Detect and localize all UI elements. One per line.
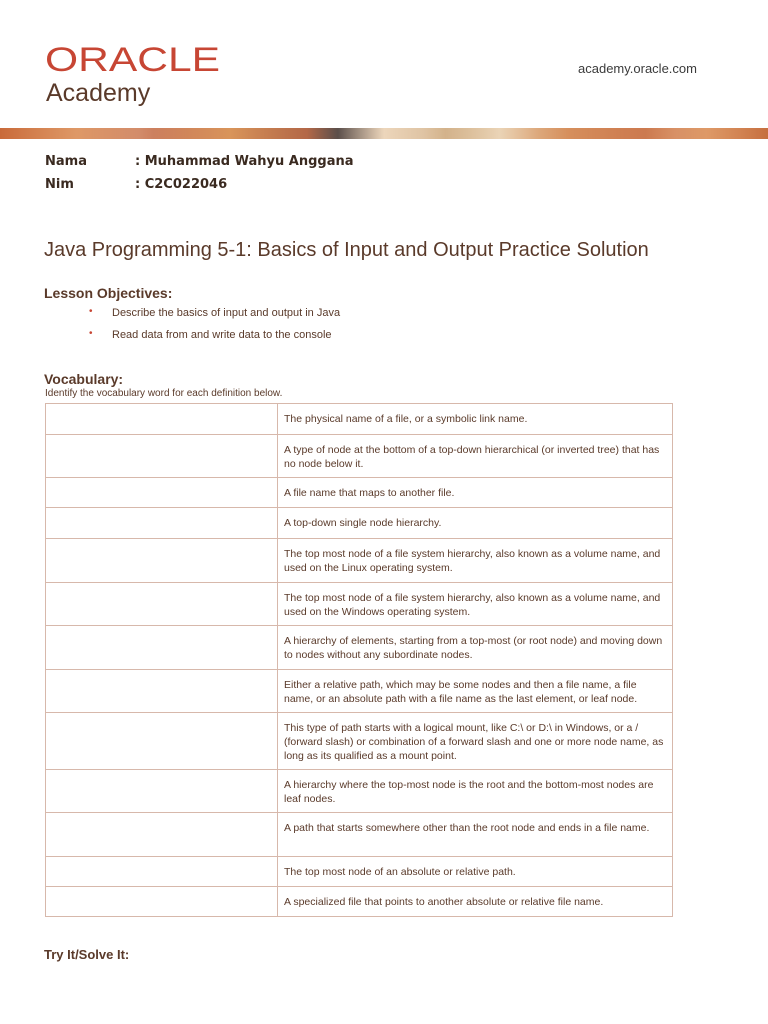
- oracle-wordmark-text: ORACLE: [45, 44, 220, 74]
- vocabulary-instruction: Identify the vocabulary word for each definition below.: [45, 388, 283, 399]
- term-cell[interactable]: [46, 583, 278, 626]
- vocabulary-table: [45, 403, 673, 917]
- definition-text: A file name that maps to another file.: [284, 487, 455, 499]
- bullet-icon: •: [89, 328, 93, 339]
- term-cell[interactable]: [46, 626, 278, 670]
- vocabulary-heading: Vocabulary:: [44, 371, 124, 387]
- definition-text: A path that starts somewhere other than the root node and ends in a file name.: [284, 822, 650, 834]
- table-row: [46, 478, 673, 508]
- lesson-objectives-heading: Lesson Objectives:: [44, 285, 173, 301]
- table-row: [46, 508, 673, 539]
- term-cell[interactable]: [46, 539, 278, 583]
- term-cell[interactable]: [46, 813, 278, 857]
- objective-text: Describe the basics of input and output in Java: [112, 307, 341, 319]
- definition-text: The top most node of a file system hierarchy, also known as a volume name, and used on the Linux operating system.: [284, 548, 661, 574]
- definition-cell: [278, 539, 673, 583]
- definition-cell: [278, 770, 673, 813]
- term-cell[interactable]: [46, 713, 278, 770]
- definition-text: A type of node at the bottom of a top-down hierarchical (or inverted tree) that has no node below it.: [284, 444, 660, 470]
- term-cell[interactable]: [46, 478, 278, 508]
- table-row: [46, 770, 673, 813]
- academy-label: Academy: [46, 79, 151, 107]
- definition-text: The physical name of a file, or a symbolic link name.: [284, 413, 528, 425]
- definition-cell: [278, 887, 673, 917]
- definition-cell: [278, 670, 673, 713]
- table-row: [46, 713, 673, 770]
- table-row: [46, 404, 673, 435]
- table-row: [46, 583, 673, 626]
- definition-text: A top-down single node hierarchy.: [284, 517, 442, 529]
- definition-text: The top most node of a file system hierarchy, also known as a volume name, and used on the Windows operating system.: [284, 592, 661, 618]
- term-cell[interactable]: [46, 887, 278, 917]
- definition-cell: [278, 478, 673, 508]
- term-cell[interactable]: [46, 670, 278, 713]
- definition-cell: [278, 404, 673, 435]
- try-it-heading: Try It/Solve It:: [44, 947, 130, 962]
- term-cell[interactable]: [46, 770, 278, 813]
- definition-cell: [278, 713, 673, 770]
- objective-item: [89, 329, 340, 351]
- page-title: Java Programming 5-1: Basics of Input and Output Practice Solution: [44, 239, 649, 261]
- table-row: [46, 857, 673, 887]
- definition-cell: [278, 508, 673, 539]
- definition-cell: [278, 626, 673, 670]
- student-id-label: Nim: [45, 177, 74, 192]
- definition-text: The top most node of an absolute or relative path.: [284, 866, 516, 878]
- bullet-icon: •: [89, 306, 93, 317]
- term-cell[interactable]: [46, 404, 278, 435]
- term-cell[interactable]: [46, 508, 278, 539]
- definition-cell: [278, 583, 673, 626]
- objectives-list: [89, 307, 340, 351]
- definition-text: Either a relative path, which may be some nodes and then a file name, a file name, or an absolute path with a file name as the last element, or leaf node.: [284, 679, 638, 705]
- table-row: [46, 887, 673, 917]
- table-row: [46, 626, 673, 670]
- definition-text: A hierarchy of elements, starting from a top-most (or root node) and moving down to nodes without any subordinate nodes.: [284, 635, 663, 661]
- oracle-academy-logo: [45, 44, 221, 107]
- table-row: [46, 539, 673, 583]
- student-id-value: : C2C022046: [135, 177, 228, 192]
- definition-cell: [278, 857, 673, 887]
- objective-text: Read data from and write data to the console: [112, 329, 332, 341]
- table-row: [46, 670, 673, 713]
- definition-text: A specialized file that points to another absolute or relative file name.: [284, 896, 604, 908]
- student-name-value: : Muhammad Wahyu Anggana: [135, 154, 354, 169]
- definition-cell: [278, 813, 673, 857]
- oracle-wordmark: [45, 44, 221, 74]
- decorative-banner: [0, 128, 768, 139]
- definition-cell: [278, 435, 673, 478]
- site-url: academy.oracle.com: [578, 61, 697, 76]
- term-cell[interactable]: [46, 435, 278, 478]
- objective-item: [89, 307, 340, 329]
- table-row: [46, 435, 673, 478]
- definition-text: This type of path starts with a logical mount, like C:\ or D:\ in Windows, or a / (forward slash) or combination of a forward slash and one or more node name, as long as its qualified as a mount point.: [284, 722, 664, 762]
- term-cell[interactable]: [46, 857, 278, 887]
- student-name-label: Nama: [45, 154, 87, 169]
- definition-text: A hierarchy where the top-most node is the root and the bottom-most nodes are leaf nodes.: [284, 779, 654, 805]
- table-row: [46, 813, 673, 857]
